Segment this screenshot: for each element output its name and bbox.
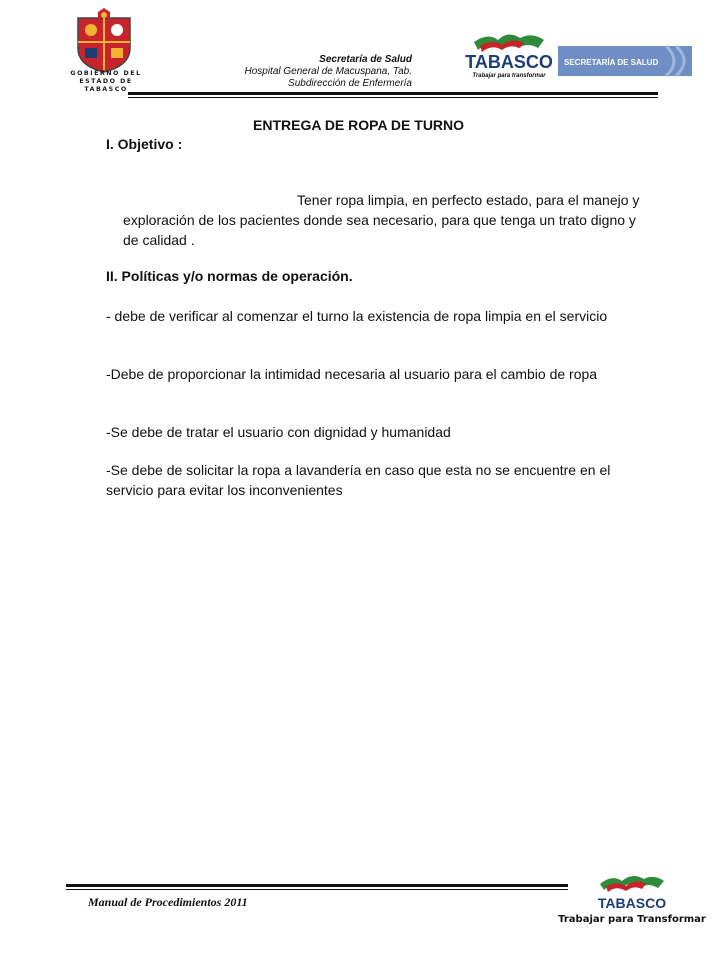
footer-tabasco-slogan: Trabajar para Transformar — [558, 914, 706, 925]
tabasco-wordmark: TABASCO — [465, 52, 553, 72]
subdireccion-label: Subdirección de Enfermería — [288, 78, 412, 89]
footer-divider-thin — [66, 889, 568, 890]
tabasco-slogan: Trabajar para transformar — [472, 73, 546, 79]
header-divider — [128, 92, 658, 95]
manual-label: Manual de Procedimientos 2011 — [88, 895, 248, 909]
policy-item: - debe de verificar al comenzar el turno la existencia de ropa limpia en el servicio — [106, 308, 608, 324]
government-label: GOBIERNO DEL ESTADO DE TABASCO — [70, 70, 142, 93]
document-title: ENTREGA DE ROPA DE TURNO — [253, 117, 465, 133]
policy-item: -Se debe de tratar el usuario con dignidad y humanidad — [106, 424, 451, 440]
secretaria-salud-logo — [558, 46, 692, 76]
salud-banner-text: SECRETARÍA DE SALUD — [564, 58, 659, 67]
header-divider-thin — [128, 97, 658, 98]
header-institution — [200, 54, 412, 90]
section-heading-objetivo: I. Objetivo : — [106, 136, 183, 152]
policy-item: -Se debe de solicitar la ropa a lavandería en caso que esta no se encuentre en el servicio para evitar los inconvenientes — [106, 462, 611, 498]
footer-divider — [66, 884, 568, 887]
section-heading-politicas: II. Políticas y/o normas de operación. — [106, 268, 353, 284]
footer-tabasco-logo — [558, 870, 706, 932]
objective-paragraph: Tener ropa limpia, en perfecto estado, para el manejo y exploración de los pacientes donde sea necesario, para que tenga un trato digno y de calidad . — [123, 192, 640, 248]
policy-item: -Debe de proporcionar la intimidad necesaria al usuario para el cambio de ropa — [106, 366, 598, 382]
secretaria-label: Secretaría de Salud — [319, 54, 412, 65]
footer-tabasco-wordmark: TABASCO — [597, 895, 667, 911]
tabasco-logo — [465, 28, 553, 80]
hospital-label: Hospital General de Macuspana, Tab. — [244, 66, 412, 77]
